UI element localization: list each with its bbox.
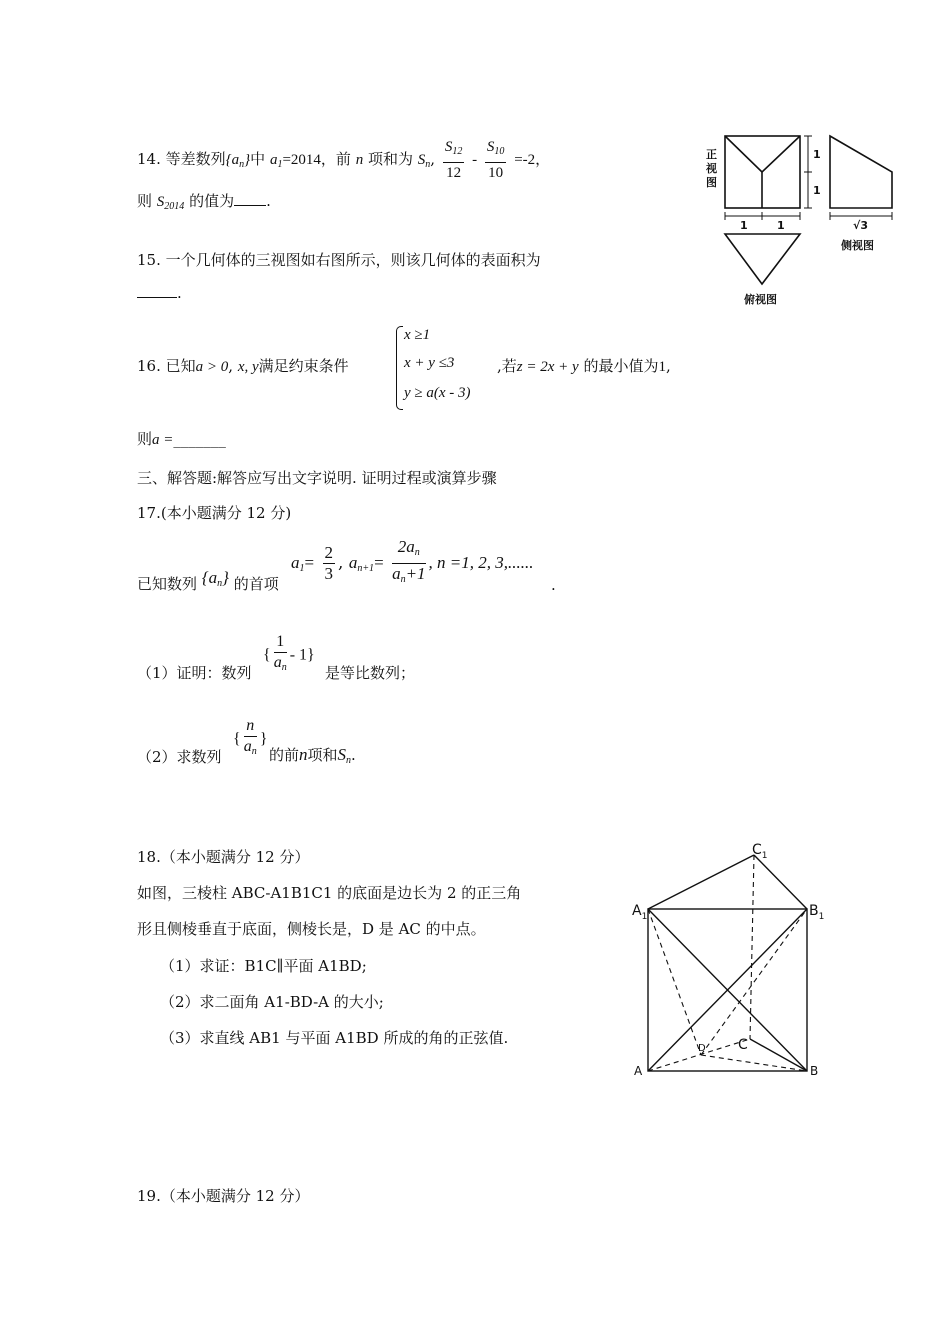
vertex-label-b: B [810,1064,819,1078]
q19-header: 19.（本小题满分 12 分） [137,1187,310,1205]
q15-number: 15. [137,251,161,269]
svg-text:视: 视 [706,162,717,175]
vertex-label-a1: $A_1$ [632,903,648,922]
q18-line2: 形且侧棱垂直于底面，侧棱长是，D 是 AC 的中点。 [137,920,486,938]
Sn: $S_n$ [417,152,431,170]
q14-number: 14. [137,150,161,168]
vertex-label-b1: $B_1$ [809,903,825,922]
answer-blank[interactable] [234,205,266,206]
q14-line2: 则 $S_{2014}$ 的值为 . [137,192,271,212]
fraction-s10: $\frac{S_{10}}{10}$ [486,139,505,181]
q17-part1-expr: { $\frac{1}{a_n}$ - 1} [263,633,315,673]
q17-header: 17.(本小题满分 12 分) [137,504,292,522]
q16-line1: 16. 已知a > 0, x, y满足约束条件 [137,357,349,375]
q18-part3: （3）求直线 AB1 与平面 A1BD 所成的角的正弦值. [160,1029,509,1047]
fraction-s12: $\frac{S_{12}}{12}$ [444,139,463,181]
q18-header: 18.（本小题满分 12 分） [137,848,310,866]
dim-label: 1 [813,184,821,197]
q14-line1: 14. 等差数列$\{a_n\}$中 $a_1=2014$，前 n 项和为 $S_n$, $\frac{S_{12}}{12}$ - $\frac{S_{10}}{10}$ =-2， [137,139,551,181]
q17-intro-period: . [551,576,556,594]
svg-text:正: 正 [706,148,717,161]
side-view [830,136,892,208]
dim-label: 1 [740,219,748,232]
q17-part2-post: 的前n项和$S_n$. [269,745,356,766]
vertex-label-a: A [634,1064,643,1078]
dim-label: √3 [853,219,868,232]
section-heading: 三、解答题:解答应写出文字说明. 证明过程或演算步骤 [137,469,497,487]
q18-part1: （1）求证：B1C∥平面 A1BD; [160,957,367,975]
side-view-label: 侧视图 [841,239,874,252]
answer-blank[interactable]: _______ [173,430,226,448]
front-view-label [705,147,717,189]
dim-label: 1 [813,148,821,161]
q15-line2: . [137,284,182,302]
vertex-label-d: D [698,1043,706,1054]
constraint-3: y ≥ a(x - 3) [404,385,471,401]
seq-an: $\{a_n\}$ [225,152,251,170]
q17-part1: （1）证明：数列 [137,664,252,682]
answer-blank[interactable] [137,297,177,298]
q16-line1-tail: ,若z = 2x + y 的最小值为1, [497,357,671,375]
q17-part2-expr: { $\frac{n}{a_n}$ } [233,717,268,757]
S2014: $S_{2014}$ [156,194,185,212]
top-view-label: 俯视图 [744,293,777,306]
vertex-label-c1: $C_1$ [752,842,768,861]
q16-line2: 则a =_______ [137,430,226,448]
vertex-label-c: C [738,1037,748,1053]
top-view [725,234,800,284]
a1: $a_1$ [269,152,283,170]
q17-part2: （2）求数列 [137,748,222,766]
constraint-2: x + y ≤3 [404,355,455,371]
prism-figure [628,835,833,1085]
constraint-1: x ≥1 [404,327,431,343]
q18-line1: 如图，三棱柱 ABC-A1B1C1 的底面是边长为 2 的正三角 [137,884,522,902]
q18-part2: （2）求二面角 A1-BD-A 的大小; [160,993,384,1011]
q16-number: 16. [137,357,161,375]
q17-formula: $a_1=$ $\frac{2}{3}$ , $a_{n+1}=$ $\frac{2a_n}{a_n+1}$ , n =1, 2, 3,...... [291,537,534,585]
dim-label: 1 [777,219,785,232]
svg-text:图: 图 [706,176,717,189]
three-view-figure [700,128,900,313]
q17-part1-post: 是等比数列； [325,664,416,682]
constraint-brace [396,326,403,410]
q17-intro: 已知数列 $\{a_n\}$ 的首项 [137,568,279,593]
q15-line1: 15. 一个几何体的三视图如右图所示，则该几何体的表面积为 [137,251,541,269]
